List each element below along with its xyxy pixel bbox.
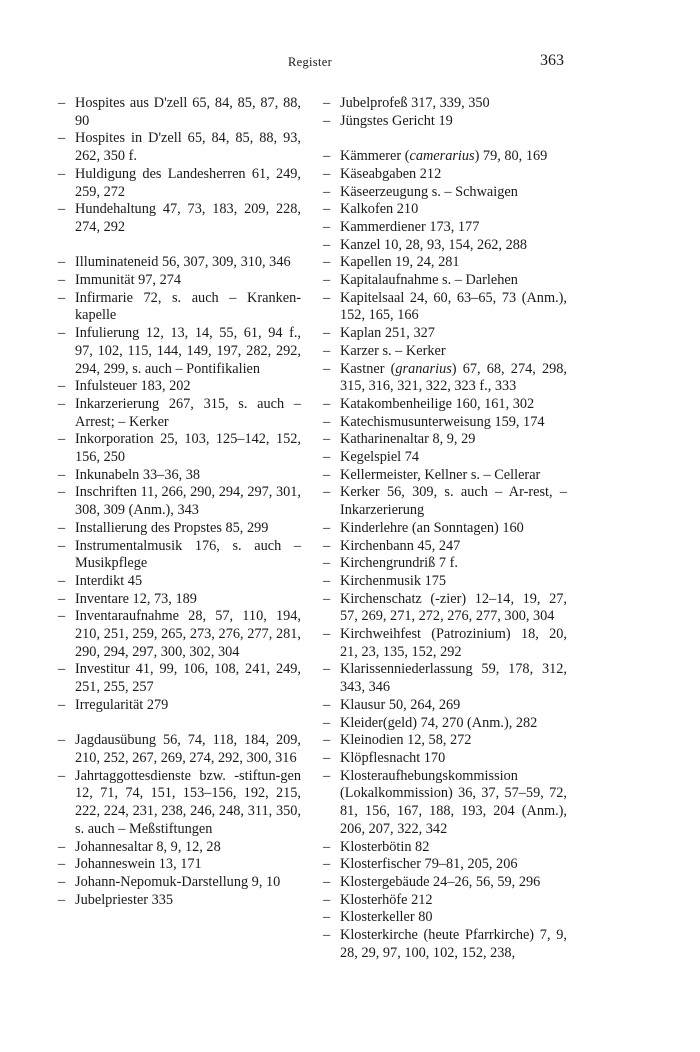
index-entry: – Inkarzerierung 267, 315, s. auch – Arrest; – Kerker xyxy=(58,396,301,431)
index-entry: – Jüngstes Gericht 19 xyxy=(323,113,567,131)
index-entry: – Jahrtaggottesdienste bzw. -stiftun-gen 12, 71, 74, 151, 153–156, 192, 215, 222, 224, 231, 238, 246, 248, 311, 350, s. auch – Meßstiftungen xyxy=(58,768,301,839)
index-entry: – Jagdausübung 56, 74, 118, 184, 209, 210, 252, 267, 269, 274, 292, 300, 316 xyxy=(58,732,301,767)
index-entry: – Jubelpriester 335 xyxy=(58,892,301,910)
index-entry: – Kastner (granarius) 67, 68, 274, 298, 315, 316, 321, 322, 323 f., 333 xyxy=(323,361,567,396)
index-entry: – Kalkofen 210 xyxy=(323,201,567,219)
index-entry: – Kapitelsaal 24, 60, 63–65, 73 (Anm.), 152, 165, 166 xyxy=(323,290,567,325)
index-entry: – Kinderlehre (an Sonntagen) 160 xyxy=(323,520,567,538)
index-entry: – Kirchenmusik 175 xyxy=(323,573,567,591)
index-entry: – Kirchengrundriß 7 f. xyxy=(323,555,567,573)
index-entry: – Instrumentalmusik 176, s. auch – Musikpflege xyxy=(58,538,301,573)
index-entry: – Irregularität 279 xyxy=(58,697,301,715)
index-entry: – Installierung des Propstes 85, 299 xyxy=(58,520,301,538)
index-entry: – Klosterbötin 82 xyxy=(323,839,567,857)
index-entry: – Inkunabeln 33–36, 38 xyxy=(58,467,301,485)
index-entry: – Jubelprofeß 317, 339, 350 xyxy=(323,95,567,113)
index-entry: – Kapitalaufnahme s. – Darlehen xyxy=(323,272,567,290)
index-entry: – Klausur 50, 264, 269 xyxy=(323,697,567,715)
index-entry: – Illuminateneid 56, 307, 309, 310, 346 xyxy=(58,254,301,272)
index-entry: – Katechismusunterweisung 159, 174 xyxy=(323,414,567,432)
index-entry: – Karzer s. – Kerker xyxy=(323,343,567,361)
index-entry: – Kleider(geld) 74, 270 (Anm.), 282 xyxy=(323,715,567,733)
index-entry: – Inschriften 11, 266, 290, 294, 297, 301, 308, 309 (Anm.), 343 xyxy=(58,484,301,519)
index-entry: – Huldigung des Landesherren 61, 249, 259, 272 xyxy=(58,166,301,201)
index-entry: – Kleinodien 12, 58, 272 xyxy=(323,732,567,750)
index-entry: – Klosterkeller 80 xyxy=(323,909,567,927)
index-entry: – Infirmarie 72, s. auch – Kranken-kapelle xyxy=(58,290,301,325)
index-entry: – Johanneswein 13, 171 xyxy=(58,856,301,874)
index-column-left xyxy=(58,95,301,909)
index-entry: – Infulierung 12, 13, 14, 55, 61, 94 f., 97, 102, 115, 144, 149, 197, 282, 292, 294, 299, s. auch – Pontifikalien xyxy=(58,325,301,378)
index-entry: – Kegelspiel 74 xyxy=(323,449,567,467)
index-entry: – Hundehaltung 47, 73, 183, 209, 228, 274, 292 xyxy=(58,201,301,236)
index-entry: – Kirchweihfest (Patrozinium) 18, 20, 21, 23, 135, 152, 292 xyxy=(323,626,567,661)
index-entry: – Katakombenheilige 160, 161, 302 xyxy=(323,396,567,414)
index-entry: – Hospites aus D'zell 65, 84, 85, 87, 88, 90 xyxy=(58,95,301,130)
section-gap xyxy=(58,237,301,255)
index-entry: – Kaplan 251, 327 xyxy=(323,325,567,343)
index-entry: – Klosterhöfe 212 xyxy=(323,892,567,910)
section-gap xyxy=(323,130,567,148)
index-entry: – Inventare 12, 73, 189 xyxy=(58,591,301,609)
index-entry: – Investitur 41, 99, 106, 108, 241, 249, 251, 255, 257 xyxy=(58,661,301,696)
index-column-right xyxy=(323,95,567,962)
index-entry: – Kirchenbann 45, 247 xyxy=(323,538,567,556)
index-entry: – Inkorporation 25, 103, 125–142, 152, 156, 250 xyxy=(58,431,301,466)
index-entry: – Kellermeister, Kellner s. – Cellerar xyxy=(323,467,567,485)
latin-term: camerarius xyxy=(409,148,475,165)
index-entry: – Interdikt 45 xyxy=(58,573,301,591)
index-entry: – Kerker 56, 309, s. auch – Ar-rest, – Inkarzerierung xyxy=(323,484,567,519)
index-entry: – Kapellen 19, 24, 281 xyxy=(323,254,567,272)
index-entry: – Klosterfischer 79–81, 205, 206 xyxy=(323,856,567,874)
page-number: 363 xyxy=(540,52,564,69)
index-entry: – Kämmerer (camerarius) 79, 80, 169 xyxy=(323,148,567,166)
index-entry: – Johann-Nepomuk-Darstellung 9, 10 xyxy=(58,874,301,892)
index-entry: – Käseerzeugung s. – Schwaigen xyxy=(323,184,567,202)
index-entry: – Käseabgaben 212 xyxy=(323,166,567,184)
index-entry: – Johannesaltar 8, 9, 12, 28 xyxy=(58,839,301,857)
index-entry: – Kammerdiener 173, 177 xyxy=(323,219,567,237)
index-entry: – Infulsteuer 183, 202 xyxy=(58,378,301,396)
latin-term: granarius xyxy=(395,360,452,377)
index-entry: – Klosterkirche (heute Pfarrkirche) 7, 9, 28, 29, 97, 100, 102, 152, 238, xyxy=(323,927,567,962)
index-entry: – Kanzel 10, 28, 93, 154, 262, 288 xyxy=(323,237,567,255)
running-title: Register xyxy=(287,55,333,69)
index-entry: – Hospites in D'zell 65, 84, 85, 88, 93, 262, 350 f. xyxy=(58,130,301,165)
index-entry: – Katharinenaltar 8, 9, 29 xyxy=(323,431,567,449)
section-gap xyxy=(58,715,301,733)
index-entry: – Klostergebäude 24–26, 56, 59, 296 xyxy=(323,874,567,892)
index-entry: – Klöpflesnacht 170 xyxy=(323,750,567,768)
index-entry: – Immunität 97, 274 xyxy=(58,272,301,290)
index-entry: – Inventaraufnahme 28, 57, 110, 194, 210, 251, 259, 265, 273, 276, 277, 281, 290, 294, 297, 300, 302, 304 xyxy=(58,608,301,661)
index-entry: – Klosteraufhebungskommission (Lokalkommission) 36, 37, 57–59, 72, 81, 156, 167, 188, 193, 204 (Anm.), 206, 207, 322, 342 xyxy=(323,768,567,839)
index-entry: – Kirchenschatz (-zier) 12–14, 19, 27, 57, 269, 271, 272, 276, 277, 300, 304 xyxy=(323,591,567,626)
index-entry: – Klarissenniederlassung 59, 178, 312, 343, 346 xyxy=(323,661,567,696)
